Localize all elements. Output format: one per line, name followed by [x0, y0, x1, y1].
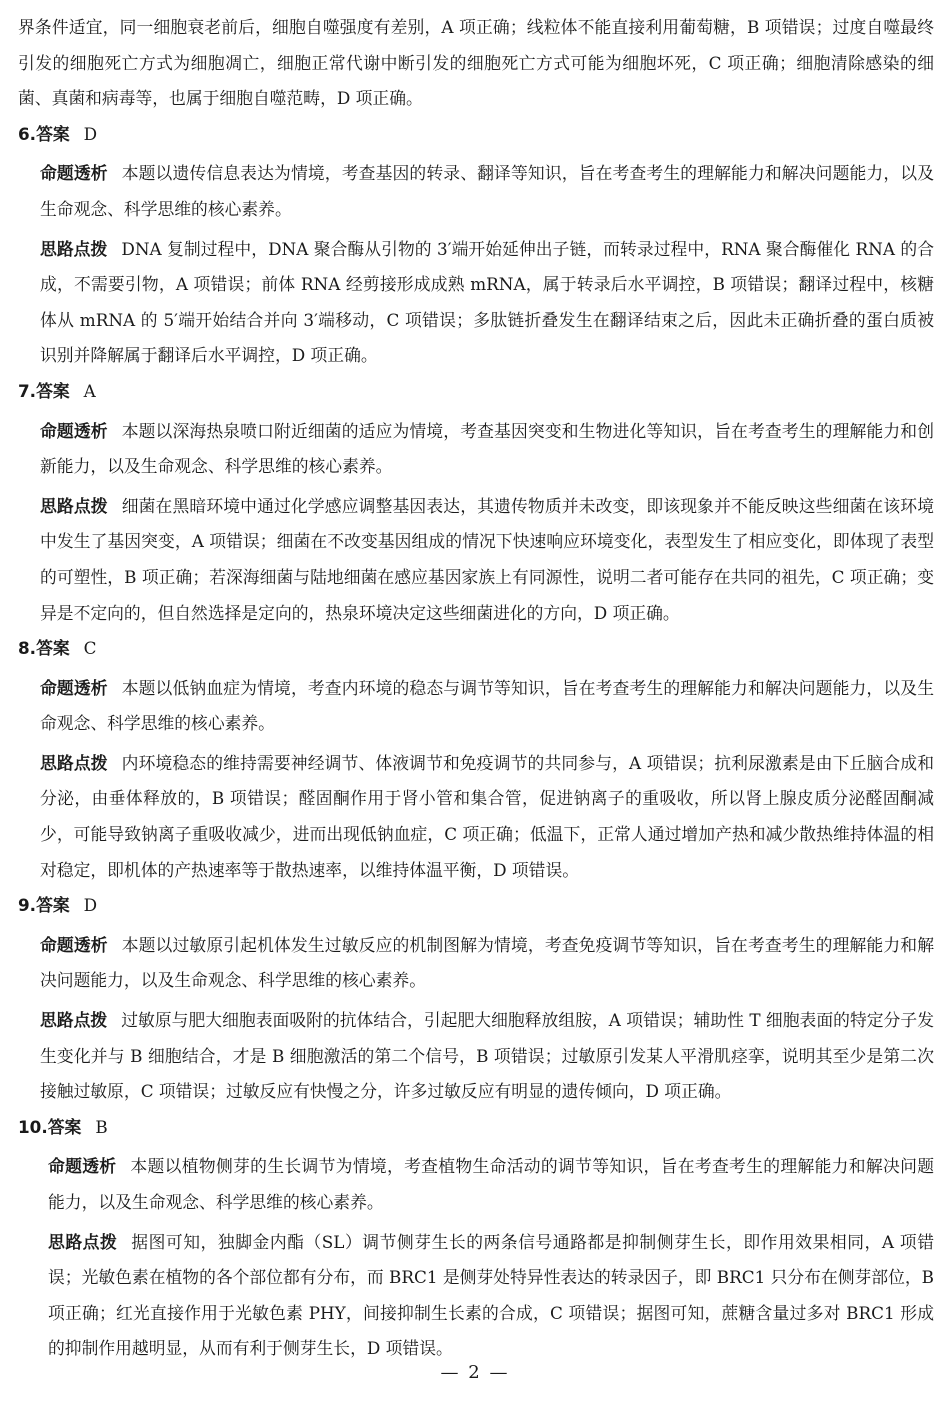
analysis-text: 本题以低钠血症为情境，考查内环境的稳态与调节等知识，旨在考查考生的理解能力和解决问题能力，以及生命观念、科学思维的核心素养。	[40, 677, 934, 734]
analysis-label: 命题透析	[40, 677, 108, 698]
question-7	[18, 374, 934, 631]
analysis-text: 本题以过敏原引起机体发生过敏反应的机制图解为情境，考查免疫调节等知识，旨在考查考生的理解能力和解决问题能力，以及生命观念、科学思维的核心素养。	[40, 934, 934, 991]
approach-paragraph	[18, 232, 934, 374]
analysis-text: 本题以植物侧芽的生长调节为情境，考查植物生命活动的调节等知识，旨在考查考生的理解能力和解决问题能力，以及生命观念、科学思维的核心素养。	[48, 1156, 934, 1212]
answer-line	[18, 117, 934, 153]
analysis-paragraph	[18, 1149, 934, 1220]
answer-value: A	[83, 380, 96, 401]
answer-line	[18, 1110, 934, 1146]
answer-label: 答案	[47, 1116, 82, 1137]
analysis-text: 本题以遗传信息表达为情境，考查基因的转录、翻译等知识，旨在考查考生的理解能力和解决问题能力，以及生命观念、科学思维的核心素养。	[40, 163, 934, 219]
approach-label: 思路点拨	[40, 495, 108, 516]
answer-line	[18, 374, 934, 410]
analysis-paragraph	[18, 156, 934, 227]
answer-label: 答案	[36, 123, 70, 144]
answer-line	[18, 631, 934, 667]
question-8	[18, 631, 934, 888]
analysis-label: 命题透析	[40, 163, 108, 184]
analysis-label: 命题透析	[40, 420, 108, 441]
approach-paragraph	[18, 1225, 934, 1367]
approach-label: 思路点拨	[40, 752, 108, 773]
question-6	[18, 117, 934, 374]
analysis-paragraph	[18, 928, 934, 999]
approach-text: 据图可知，独脚金内酯（SL）调节侧芽生长的两条信号通路都是抑制侧芽生长，即作用效果相同，A 项错误；光敏色素在植物的各个部位都有分布，而 BRC1 是侧芽处特异性表达的转录因子，即 BRC1 只分布在侧芽部位，B 项正确；红光直接作用于光敏色素 PHY，间接抑制生长素的合成，C 项错误；据图可知，蔗糖含量过多对 BRC1 形成的抑制作用越明显，从而有利于侧芽生长，D 项错误。	[48, 1231, 934, 1359]
approach-text: 内环境稳态的维持需要神经调节、体液调节和免疫调节的共同参与，A 项错误；抗利尿激素是由下丘脑合成和分泌，由垂体释放的，B 项错误；醛固酮作用于肾小管和集合管，促进钠离子的重吸收，所以肾上腺皮质分泌醛固酮减少，可能导致钠离子重吸收减少，进而出现低钠血症，C 项正确；低温下，正常人通过增加产热和减少散热维持体温的相对稳定，即机体的产热速率等于散热速率，以维持体温平衡，D 项错误。	[40, 752, 934, 880]
analysis-text: 本题以深海热泉喷口附近细菌的适应为情境，考查基因突变和生物进化等知识，旨在考查考生的理解能力和创新能力，以及生命观念、科学思维的核心素养。	[40, 420, 934, 477]
approach-label: 思路点拨	[40, 238, 108, 259]
continuation-paragraph: 界条件适宜，同一细胞衰老前后，细胞自噬强度有差别，A 项正确；线粒体不能直接利用葡萄糖，B 项错误；过度自噬最终引发的细胞死亡方式为细胞凋亡，细胞正常代谢中断引发的细胞死亡方式可能为细胞坏死，C 项正确；细胞清除感染的细菌、真菌和病毒等，也属于细胞自噬范畴，D 项正确。	[18, 17, 934, 109]
question-10	[18, 1110, 934, 1367]
answer-value: B	[95, 1116, 108, 1137]
document-page	[18, 10, 934, 1367]
approach-text: 过敏原与肥大细胞表面吸附的抗体结合，引起肥大细胞释放组胺，A 项错误；辅助性 T 细胞表面的特定分子发生变化并与 B 细胞结合，才是 B 细胞激活的第二个信号，B 项错误；过敏原引发某人平滑肌痉挛，说明其至少是第二次接触过敏原，C 项错误；过敏反应有快慢之分，许多过敏反应有明显的遗传倾向，D 项正确。	[40, 1010, 934, 1102]
analysis-label: 命题透析	[48, 1156, 117, 1177]
analysis-paragraph	[18, 671, 934, 742]
page-number: — 2 —	[440, 1362, 510, 1383]
approach-text: DNA 复制过程中，DNA 聚合酶从引物的 3′端开始延伸出子链，而转录过程中，RNA 聚合酶催化 RNA 的合成，不需要引物，A 项错误；前体 RNA 经剪接形成成熟 mRNA，属于转录后水平调控，B 项错误；翻译过程中，核糖体从 mRNA 的 5′端开始结合并向 3′端移动，C 项错误；多肽链折叠发生在翻译结束之后，因此未正确折叠的蛋白质被识别并降解属于翻译后水平调控，D 项正确。	[40, 238, 934, 366]
question-number: 7.	[18, 380, 37, 401]
answer-label: 答案	[36, 895, 70, 916]
answer-label: 答案	[36, 380, 70, 401]
answer-value: D	[83, 123, 98, 144]
question-number: 6.	[18, 123, 37, 144]
analysis-label: 命题透析	[40, 934, 108, 955]
question-number: 9.	[18, 895, 37, 916]
answer-label: 答案	[36, 638, 70, 659]
approach-paragraph	[18, 489, 934, 631]
analysis-paragraph	[18, 414, 934, 485]
answer-value: C	[83, 638, 97, 659]
approach-text: 细菌在黑暗环境中通过化学感应调整基因表达，其遗传物质并未改变，即该现象并不能反映这些细菌在该环境中发生了基因突变，A 项错误；细菌在不改变基因组成的情况下快速响应环境变化，表型发生了相应变化，即体现了表型的可塑性，B 项正确；若深海细菌与陆地细菌在感应基因家族上有同源性，说明二者可能存在共同的祖先，C 项正确；变异是不定向的，但自然选择是定向的，热泉环境决定这些细菌进化的方向，D 项正确。	[40, 495, 934, 623]
approach-label: 思路点拨	[48, 1231, 118, 1252]
answer-line	[18, 888, 934, 924]
question-number: 10.	[18, 1116, 48, 1137]
question-9	[18, 888, 934, 1110]
approach-paragraph	[18, 1003, 934, 1110]
approach-paragraph	[18, 746, 934, 888]
approach-label: 思路点拨	[40, 1010, 108, 1031]
question-number: 8.	[18, 638, 37, 659]
answer-value: D	[83, 895, 98, 916]
